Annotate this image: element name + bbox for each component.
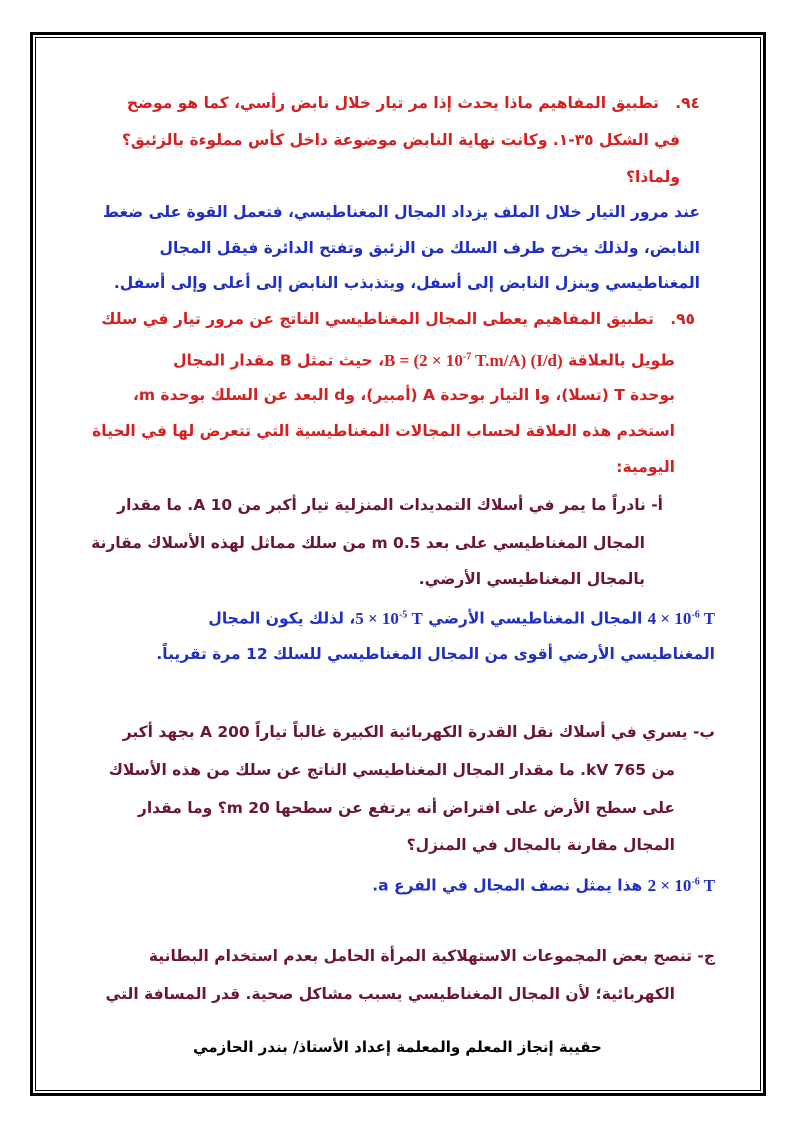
q95-line-2: طويل بالعلاقة $B = (2 \times 10^{-7}$ T.m/A) (I/d)، حيث تمثل B مقدار المجال (173, 350, 675, 370)
q95-line-5: اليومية: (616, 458, 675, 476)
q95-line-4: استخدم هذه العلاقة لحساب المجالات المغناطيسية التي تتعرض لها في الحياة (92, 422, 675, 440)
qa-line-1: أ- نادراً ما يمر في أسلاك التمديدات المنزلية تيار أكبر من 10 A. ما مقدار (117, 496, 663, 514)
aa-line-2: المغناطيسي الأرضي أقوى من المجال المغناطيسي للسلك 12 مرة تقريباً. (156, 645, 715, 663)
document-page (40, 88, 755, 1078)
q94-number: ٩٤. (675, 94, 700, 112)
qb-line-2: من 765 kV. ما مقدار المجال المغناطيسي الناتج عن سلك من هذه الأسلاك (108, 761, 675, 779)
q94-line-2: في الشكل ٣٥-١. وكانت نهاية النابض موضوعة داخل كأس مملوءة بالزئبق؟ (121, 131, 680, 149)
q95-number: ٩٥. (670, 310, 695, 328)
a94-line-3: المغناطيسي وينزل النابض إلى أسفل، ويتذبذب النابض إلى أعلى وإلى أسفل. (113, 274, 700, 292)
qb-line-3: على سطح الأرض على افتراض أنه يرتفع عن سطحها 20 m؟ وما مقدار (137, 799, 675, 817)
qa-line-2: المجال المغناطيسي على بعد 0.5 m من سلك مماثل لهذه الأسلاك مقارنة (91, 534, 645, 552)
q95-formula: $B = (2 \times 10^{-7}$ T.m/A) (I/d) (384, 350, 563, 370)
a94-line-1: عند مرور التيار خلال الملف يزداد المجال المغناطيسي، فتعمل القوة على ضغط (102, 203, 700, 221)
q95-line-3: بوحدة T (تسلا)، وI التيار بوحدة A (أمبير)، وd البعد عن السلك بوحدة m، (132, 386, 675, 404)
q94-line-3: ولماذا؟ (626, 168, 680, 186)
aa-value-earth: $5 \times 10^{-5}$ T (355, 608, 423, 628)
aa-line-1: $4 \times 10^{-6}$ T المجال المغناطيسي الأرضي $5 \times 10^{-5}$ T، لذلك يكون المجال (208, 608, 715, 628)
page-footer: حقيبة إنجاز المعلم والمعلمة إعداد الأستاذ/ بندر الحازمي (193, 1038, 602, 1056)
q95-line-1: ٩٥. تطبيق المفاهيم يعطى المجال المغناطيسي الناتج عن مرور تيار في سلك (101, 310, 695, 328)
a94-line-2: النابض، ولذلك يخرج طرف السلك من الزئبق وتفتح الدائرة فيقل المجال (159, 239, 700, 257)
qa-line-3: بالمجال المغناطيسي الأرضي. (418, 570, 645, 588)
aa-value-wire: $4 \times 10^{-6}$ T (647, 608, 715, 628)
ab-value: $2 \times 10^{-6}$ T (647, 875, 715, 895)
qc-line-1: ج- تنصح بعض المجموعات الاستهلاكية المرأة الحامل بعدم استخدام البطانية (148, 947, 715, 965)
qb-line-4: المجال مقارنة بالمجال في المنزل؟ (406, 836, 675, 854)
qc-line-2: الكهربائية؛ لأن المجال المغناطيسي يسبب مشاكل صحية. قدر المسافة التي (105, 985, 675, 1003)
q94-line-1: ٩٤. تطبيق المفاهيم ماذا يحدث إذا مر تيار خلال نابض رأسي، كما هو موضح (126, 94, 700, 112)
qb-line-1: ب- يسري في أسلاك نقل القدرة الكهربائية الكبيرة غالباً تياراً 200 A بجهد أكبر (122, 723, 715, 741)
ab-line-1: $2 \times 10^{-6}$ T هذا يمثل نصف المجال في الفرع a. (372, 875, 715, 895)
